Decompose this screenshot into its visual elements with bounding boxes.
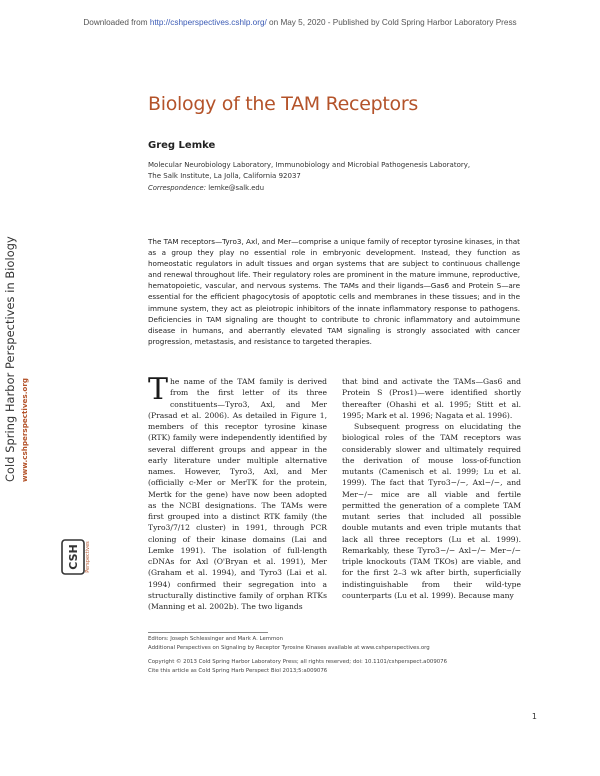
footer-citation: Cite this article as Cold Spring Harb Perspect Biol 2013;5:a009076 [148,668,328,674]
body-paragraph: that bind and activate the TAMs—Gas6 and Protein S (Pros1)—were identified shortly thereafter (Ohashi et al. 1995; Stitt et al. 1995; Mark et al. 1996; Nagata et al. 1996). [342,377,521,420]
abstract [148,236,520,347]
affiliation [148,160,508,181]
body-column-right [342,376,521,601]
abstract-text: The TAM receptors—Tyro3, Axl, and Mer—comprise a unique family of receptor tyrosine kinases, in that as a group they play no essential role in embryonic development. Instead, they function as homeostatic regulators in adult tissues and organ systems that are subject to continuous challenge and renewal throughout life. Their regulatory roles are prominent in the mature immune, reproductive, hematopoietic, vascular, and nervous systems. The TAMs and their ligands—Gas6 and Protein S—are essential for the efficient phagocytosis of apoptotic cells and membranes in these tissues; and in the immune system, they act as pleiotropic inhibitors of the innate inflammatory response to pathogens. Deficiencies in TAM signaling are thought to contribute to chronic inflammatory and autoimmune disease in humans, and aberrantly elevated TAM signaling is strongly associated with cancer progression, metastasis, and resistance to targeted therapies. [148,237,520,346]
affiliation-line-2: The Salk Institute, La Jolla, California 92037 [148,171,301,180]
download-banner [0,18,600,27]
csh-logo-icon [60,536,91,578]
page-number: 1 [531,712,537,721]
banner-url-link[interactable]: http://cshperspectives.cshlp.org/ [149,18,267,27]
correspondence-email[interactable]: lemke@salk.edu [208,184,265,192]
body-paragraph-text: he name of the TAM family is derived from the first letter of its three constituents—Tyro3, Axl, and Mer (Prasad et al. 2006). As detailed in Figure 1, members of this receptor tyrosine kinase (RTK) family were independently identified by several different groups and appear in the early literature under multiple alternative names. However, Tyro3, Axl, and Mer (officially c-Mer or MerTK for the protein, Mertk for the gene) have now been adopted as the NCBI designations. The TAMs were first grouped into a distinct RTK family (the Tyro3/7/12 cluster) in 1991, through PCR cloning of their kinase domains (Lai and Lemke 1991). The isolation of full-length cDNAs for Axl (O'Bryan et al. 1991), Mer (Graham et al. 1994), and Tyro3 (Lai et al. 1994) confirmed their segregation into a structurally distinctive family of orphan RTKs (Manning et al. 2002b). The two ligands [148,377,327,611]
body-column-left [148,372,327,612]
article-title: Biology of the TAM Receptors [148,93,418,115]
footer-copyright: Copyright © 2013 Cold Spring Harbor Laboratory Press; all rights reserved; doi: 10.1101/cshperspect.a009076 [148,659,448,665]
footer-divider [148,632,268,633]
correspondence [148,184,264,192]
banner-prefix: Downloaded from [83,18,150,27]
banner-suffix: on May 5, 2020 - Published by Cold Spring Harbor Laboratory Press [266,18,517,27]
author-name: Greg Lemke [148,140,216,151]
affiliation-line-1: Molecular Neurobiology Laboratory, Immunobiology and Microbial Pathogenesis Laboratory, [148,161,471,169]
correspondence-label: Correspondence: [148,184,207,192]
footer-editors: Editors: Joseph Schlessinger and Mark A. Lemmon [148,636,283,642]
footer-additional-perspectives: Additional Perspectives on Signaling by Receptor Tyrosine Kinases available at www.cshperspectives.org [148,645,430,651]
drop-cap: T [148,372,169,407]
body-paragraph: Subsequent progress on elucidating the biological roles of the TAM receptors was considerably slower and ultimately required the derivation of mouse loss-of-function mutants (Camenisch et al. 1999; Lu et al. 1999). The fact that Tyro3−/−, Axl−/−, and Mer−/− mice are all viable and fertile permitted the generation of a complete TAM mutant series that included all possible double mutants and even triple mutants that lack all three receptors (Lu et al. 1999). Remarkably, these Tyro3−/− Axl−/− Mer−/− triple knockouts (TAM TKOs) are viable, and for the first 2–3 wk after birth, superficially indistinguishable from their wild-type counterparts (Lu et al. 1999). Because many [342,422,521,600]
sidebar-journal-name: Cold Spring Harbor Perspectives in Biology [4,236,17,482]
logo-letters: CSH [67,544,80,570]
logo-subtitle: Perspectives [85,541,91,573]
body-paragraph [148,372,327,612]
sidebar-journal-url[interactable]: www.cshperspectives.org [20,377,29,482]
